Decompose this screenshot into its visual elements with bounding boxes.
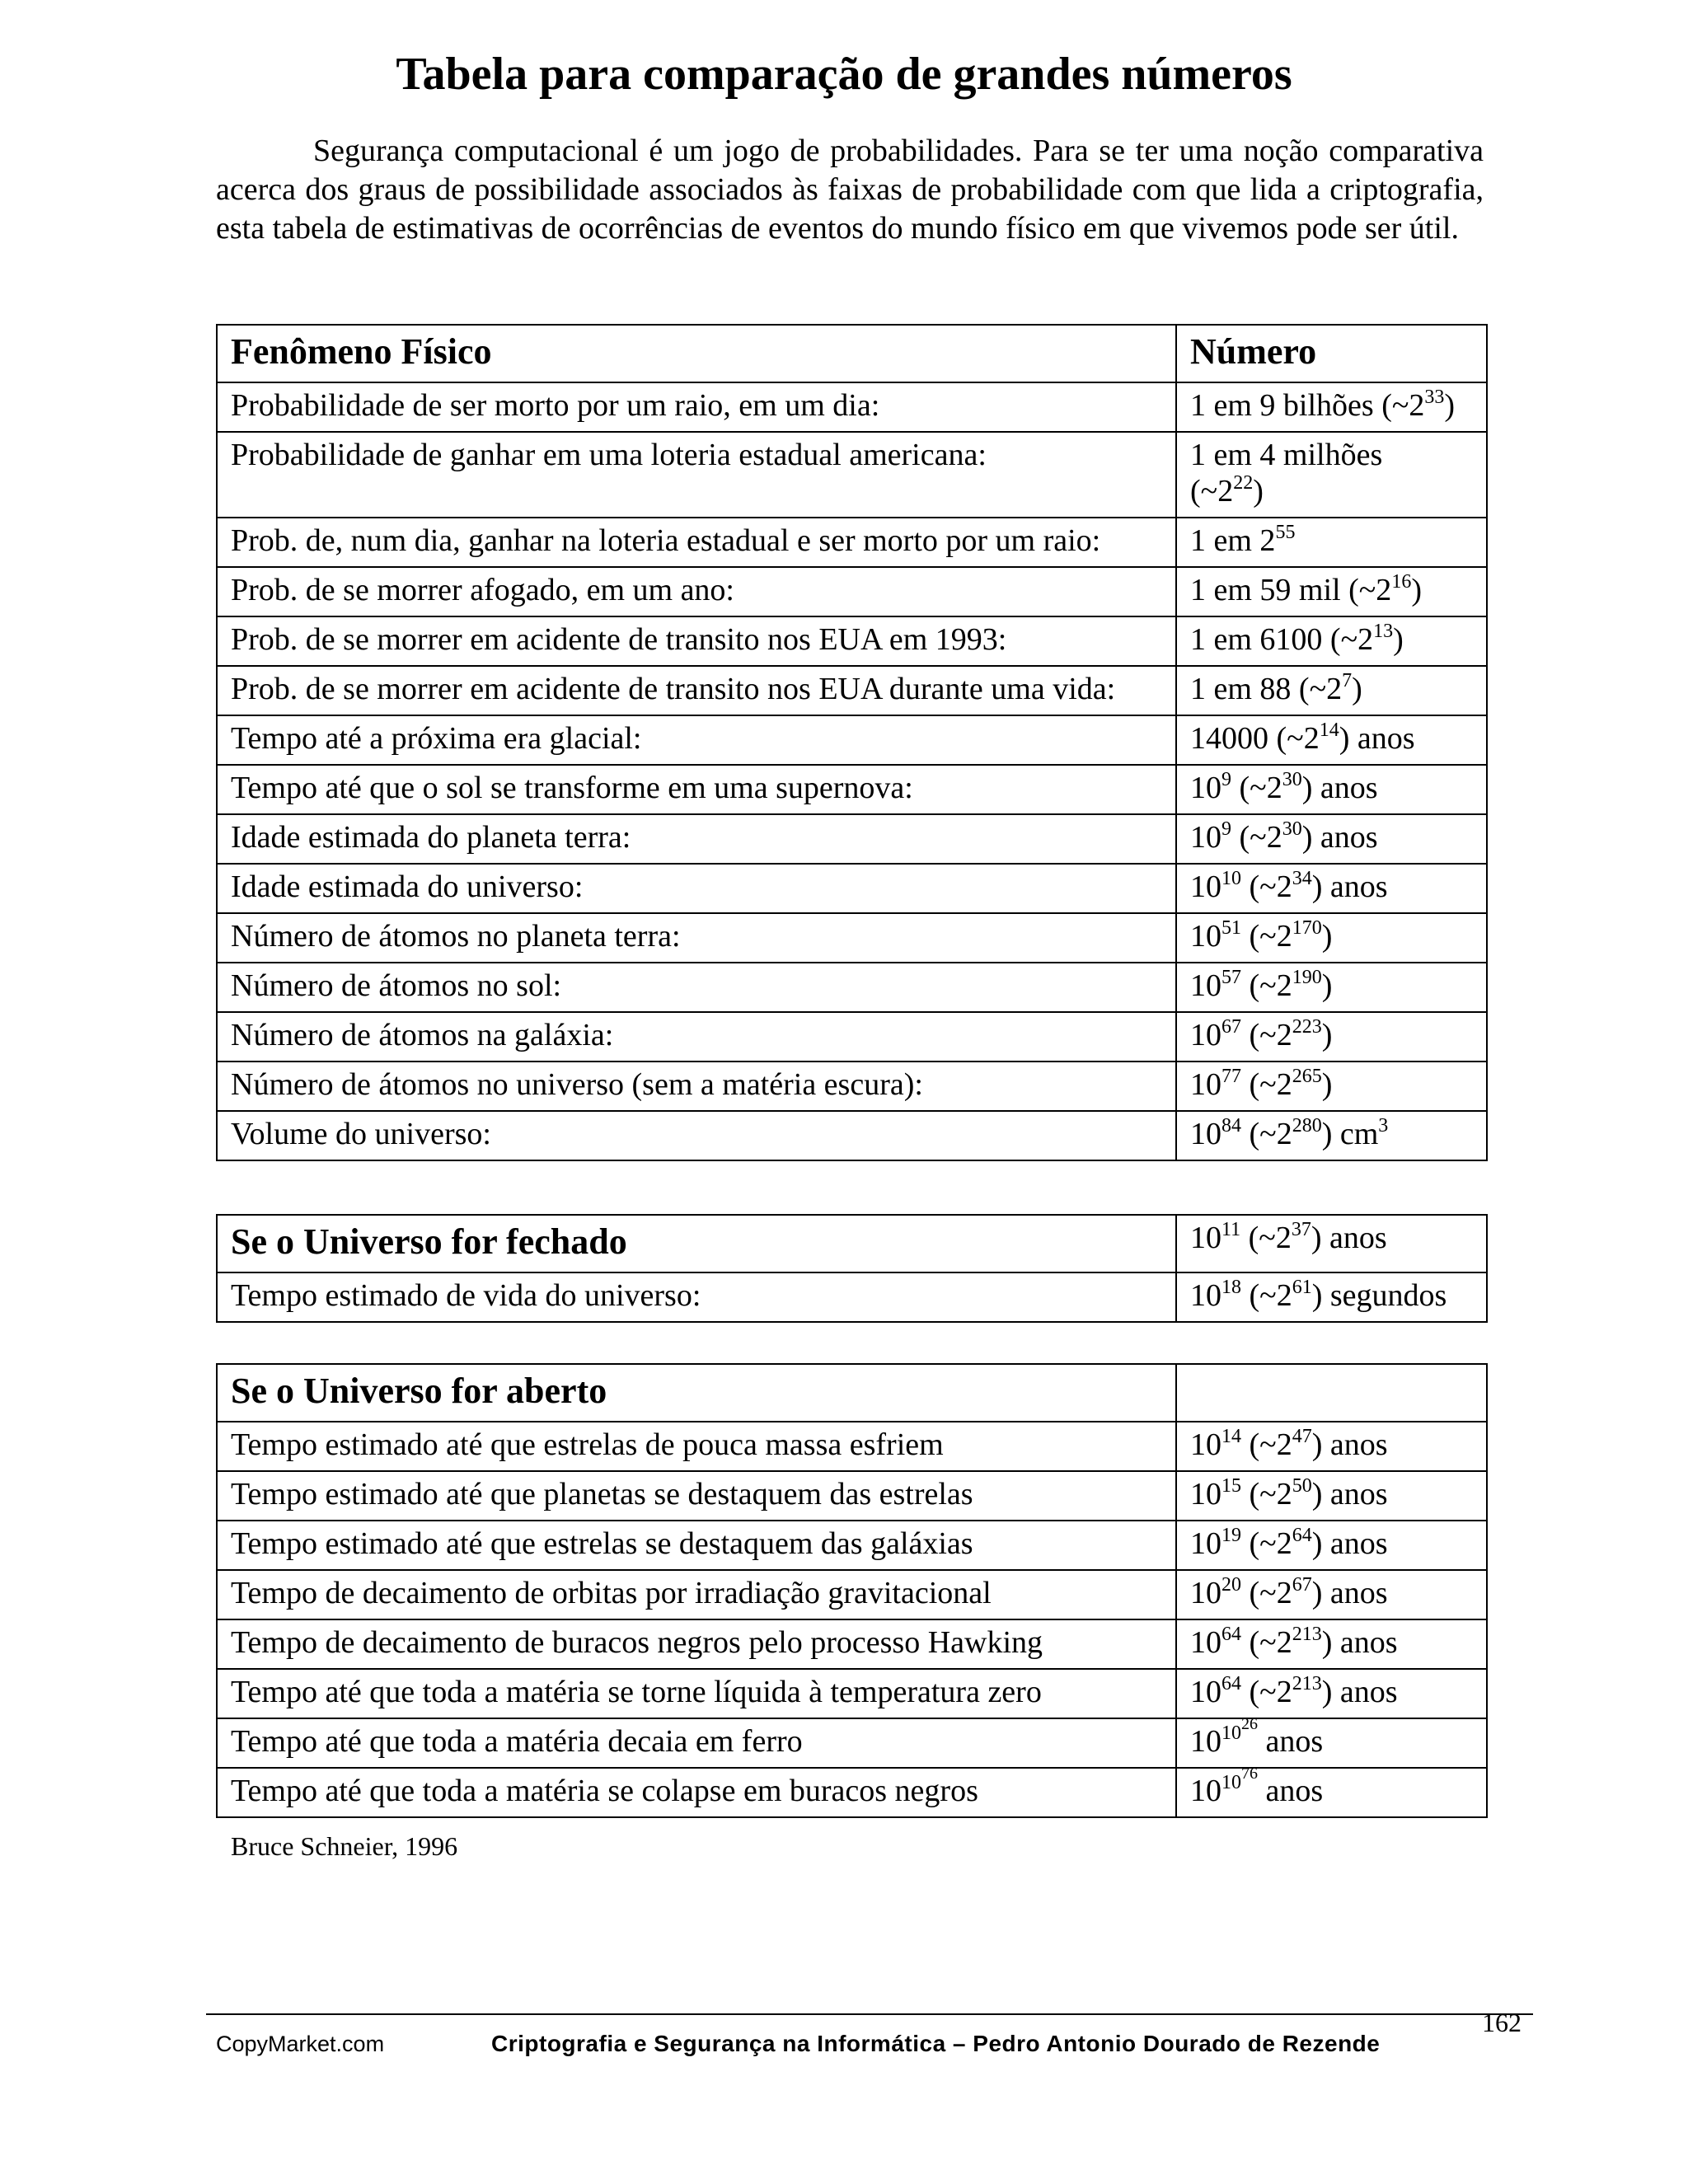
number-cell: $10^{57}$ $(\sim 2^{190})$ [1176, 963, 1487, 1012]
phenomenon-cell: Número de átomos na galáxia: [217, 1012, 1176, 1062]
table-row [217, 864, 1487, 913]
number-cell: 1 em 9 bilhões $(\sim 2^{33})$ [1176, 382, 1487, 432]
phenomenon-cell: Tempo de decaimento de buracos negros pelo processo Hawking [217, 1619, 1176, 1669]
table-row [217, 1012, 1487, 1062]
table-row [217, 765, 1487, 814]
table-universe-open [216, 1363, 1488, 1818]
phenomenon-cell: Idade estimada do planeta terra: [217, 814, 1176, 864]
phenomenon-cell: Prob. de se morrer afogado, em um ano: [217, 567, 1176, 616]
table-universe-closed [216, 1214, 1488, 1323]
number-cell: $10^{64}$ $(\sim 2^{213})$ anos [1176, 1619, 1487, 1669]
phenomenon-cell: Tempo estimado até que estrelas se destaquem das galáxias [217, 1521, 1176, 1570]
table-row [217, 1272, 1487, 1322]
page-number: 162 [1482, 2008, 1522, 2037]
table-row [217, 1471, 1487, 1521]
phenomenon-cell: Probabilidade de ser morto por um raio, em um dia: [217, 382, 1176, 432]
phenomenon-cell: Tempo até que toda a matéria decaia em ferro [217, 1718, 1176, 1768]
phenomenon-cell: Número de átomos no planeta terra: [217, 913, 1176, 963]
phenomenon-cell: Tempo de decaimento de orbitas por irradiação gravitacional [217, 1570, 1176, 1619]
table-row [217, 1619, 1487, 1669]
table-row [217, 913, 1487, 963]
table-row [217, 814, 1487, 864]
number-cell: 1 em 88 $(\sim 2^7)$ [1176, 666, 1487, 715]
phenomenon-cell: Prob. de se morrer em acidente de transito nos EUA durante uma vida: [217, 666, 1176, 715]
table-row [217, 1062, 1487, 1111]
phenomenon-cell: Idade estimada do universo: [217, 864, 1176, 913]
phenomenon-cell: Tempo estimado até que planetas se destaquem das estrelas [217, 1471, 1176, 1521]
table-header-row [217, 325, 1487, 382]
phenomenon-cell: Tempo até que toda a matéria se colapse em buracos negros [217, 1768, 1176, 1817]
page-title: Tabela para comparação de grandes números [396, 49, 1292, 100]
phenomenon-cell: Tempo estimado até que estrelas de pouca massa esfriem [217, 1422, 1176, 1471]
phenomenon-cell: Tempo estimado de vida do universo: [217, 1272, 1176, 1322]
number-cell: $10^{10}$ $(\sim 2^{34})$ anos [1176, 864, 1487, 913]
number-cell: $10^{84}$ $(\sim 2^{280})$ $cm^3$ [1176, 1111, 1487, 1160]
number-cell: $10^{67}$ $(\sim 2^{223})$ [1176, 1012, 1487, 1062]
phenomenon-cell: Número de átomos no sol: [217, 963, 1176, 1012]
phenomenon-cell: Probabilidade de ganhar em uma loteria estadual americana: [217, 432, 1176, 518]
table-row [217, 432, 1487, 518]
phenomenon-cell: Tempo até que o sol se transforme em uma supernova: [217, 765, 1176, 814]
table-row [217, 616, 1487, 666]
phenomenon-cell: Volume do universo: [217, 1111, 1176, 1160]
header-number-cell: Número [1176, 325, 1487, 382]
table-row [217, 1570, 1487, 1619]
table-row [217, 1521, 1487, 1570]
number-cell: 1 em 59 mil $(\sim 2^{16})$ [1176, 567, 1487, 616]
number-cell: $10^{19}$ $(\sim 2^{64})$ anos [1176, 1521, 1487, 1570]
number-cell: $10^{20}$ $(\sim 2^{67})$ anos [1176, 1570, 1487, 1619]
table-physical-phenomena [216, 324, 1488, 1161]
table-row [217, 1669, 1487, 1718]
number-cell: $10^{18}$ $(\sim 2^{61})$ segundos [1176, 1272, 1487, 1322]
number-cell: $10^{51}$ $(\sim 2^{170})$ [1176, 913, 1487, 963]
source-citation: Bruce Schneier, 1996 [231, 1831, 458, 1861]
number-cell: $10^{64}$ $(\sim 2^{213})$ anos [1176, 1669, 1487, 1718]
table-row [217, 1768, 1487, 1817]
table-row [217, 1422, 1487, 1471]
number-cell: $10^9$ $(\sim 2^{30})$ anos [1176, 814, 1487, 864]
table-row [217, 1111, 1487, 1160]
header-phenomenon-cell: Se o Universo for fechado [217, 1215, 1176, 1272]
number-cell: $10^{15}$ $(\sim 2^{50})$ anos [1176, 1471, 1487, 1521]
table-header-row [217, 1364, 1487, 1422]
phenomenon-cell: Número de átomos no universo (sem a matéria escura): [217, 1062, 1176, 1111]
number-cell: 14000 $(\sim 2^{14})$ anos [1176, 715, 1487, 765]
number-cell: $10^9$ $(\sim 2^{30})$ anos [1176, 765, 1487, 814]
phenomenon-cell: Tempo até a próxima era glacial: [217, 715, 1176, 765]
footer-publisher: CopyMarket.com [216, 2032, 385, 2056]
table-header-row [217, 1215, 1487, 1272]
number-cell: $10^{10^{76}}$ anos [1176, 1768, 1487, 1817]
phenomenon-cell: Prob. de, num dia, ganhar na loteria estadual e ser morto por um raio: [217, 518, 1176, 567]
table-row [217, 666, 1487, 715]
phenomenon-cell: Prob. de se morrer em acidente de transito nos EUA em 1993: [217, 616, 1176, 666]
table-row [217, 518, 1487, 567]
number-cell: $10^{14}$ $(\sim 2^{47})$ anos [1176, 1422, 1487, 1471]
footer-divider [206, 2013, 1533, 2015]
table-row [217, 382, 1487, 432]
intro-paragraph: Segurança computacional é um jogo de probabilidades. Para se ter uma noção comparativa acerca dos graus de possibilidade associados às faixas de probabilidade com que lida a criptografia, esta tabela de estimativas de ocorrências de eventos do mundo físico em que vivemos pode ser útil. [216, 134, 1484, 246]
header-phenomenon-cell: Fenômeno Físico [217, 325, 1176, 382]
table-row [217, 715, 1487, 765]
phenomenon-cell: Tempo até que toda a matéria se torne líquida à temperatura zero [217, 1669, 1176, 1718]
footer-book-title: Criptografia e Segurança na Informática – Pedro Antonio Dourado de Rezende [491, 2031, 1381, 2056]
number-cell: 1 em $2^{55}$ [1176, 518, 1487, 567]
number-cell: $10^{77}$ $(\sim 2^{265})$ [1176, 1062, 1487, 1111]
table-row [217, 963, 1487, 1012]
table-row [217, 567, 1487, 616]
number-cell: 1 em 6100 $(\sim 2^{13})$ [1176, 616, 1487, 666]
table-row [217, 1718, 1487, 1768]
header-phenomenon-cell: Se o Universo for aberto [217, 1364, 1176, 1422]
header-number-cell [1176, 1364, 1487, 1422]
number-cell: $10^{10^{26}}$ anos [1176, 1718, 1487, 1768]
header-number-cell: $10^{11}$ $(\sim 2^{37})$ anos [1176, 1215, 1487, 1272]
number-cell: 1 em 4 milhões $(\sim 2^{22})$ [1176, 432, 1487, 518]
